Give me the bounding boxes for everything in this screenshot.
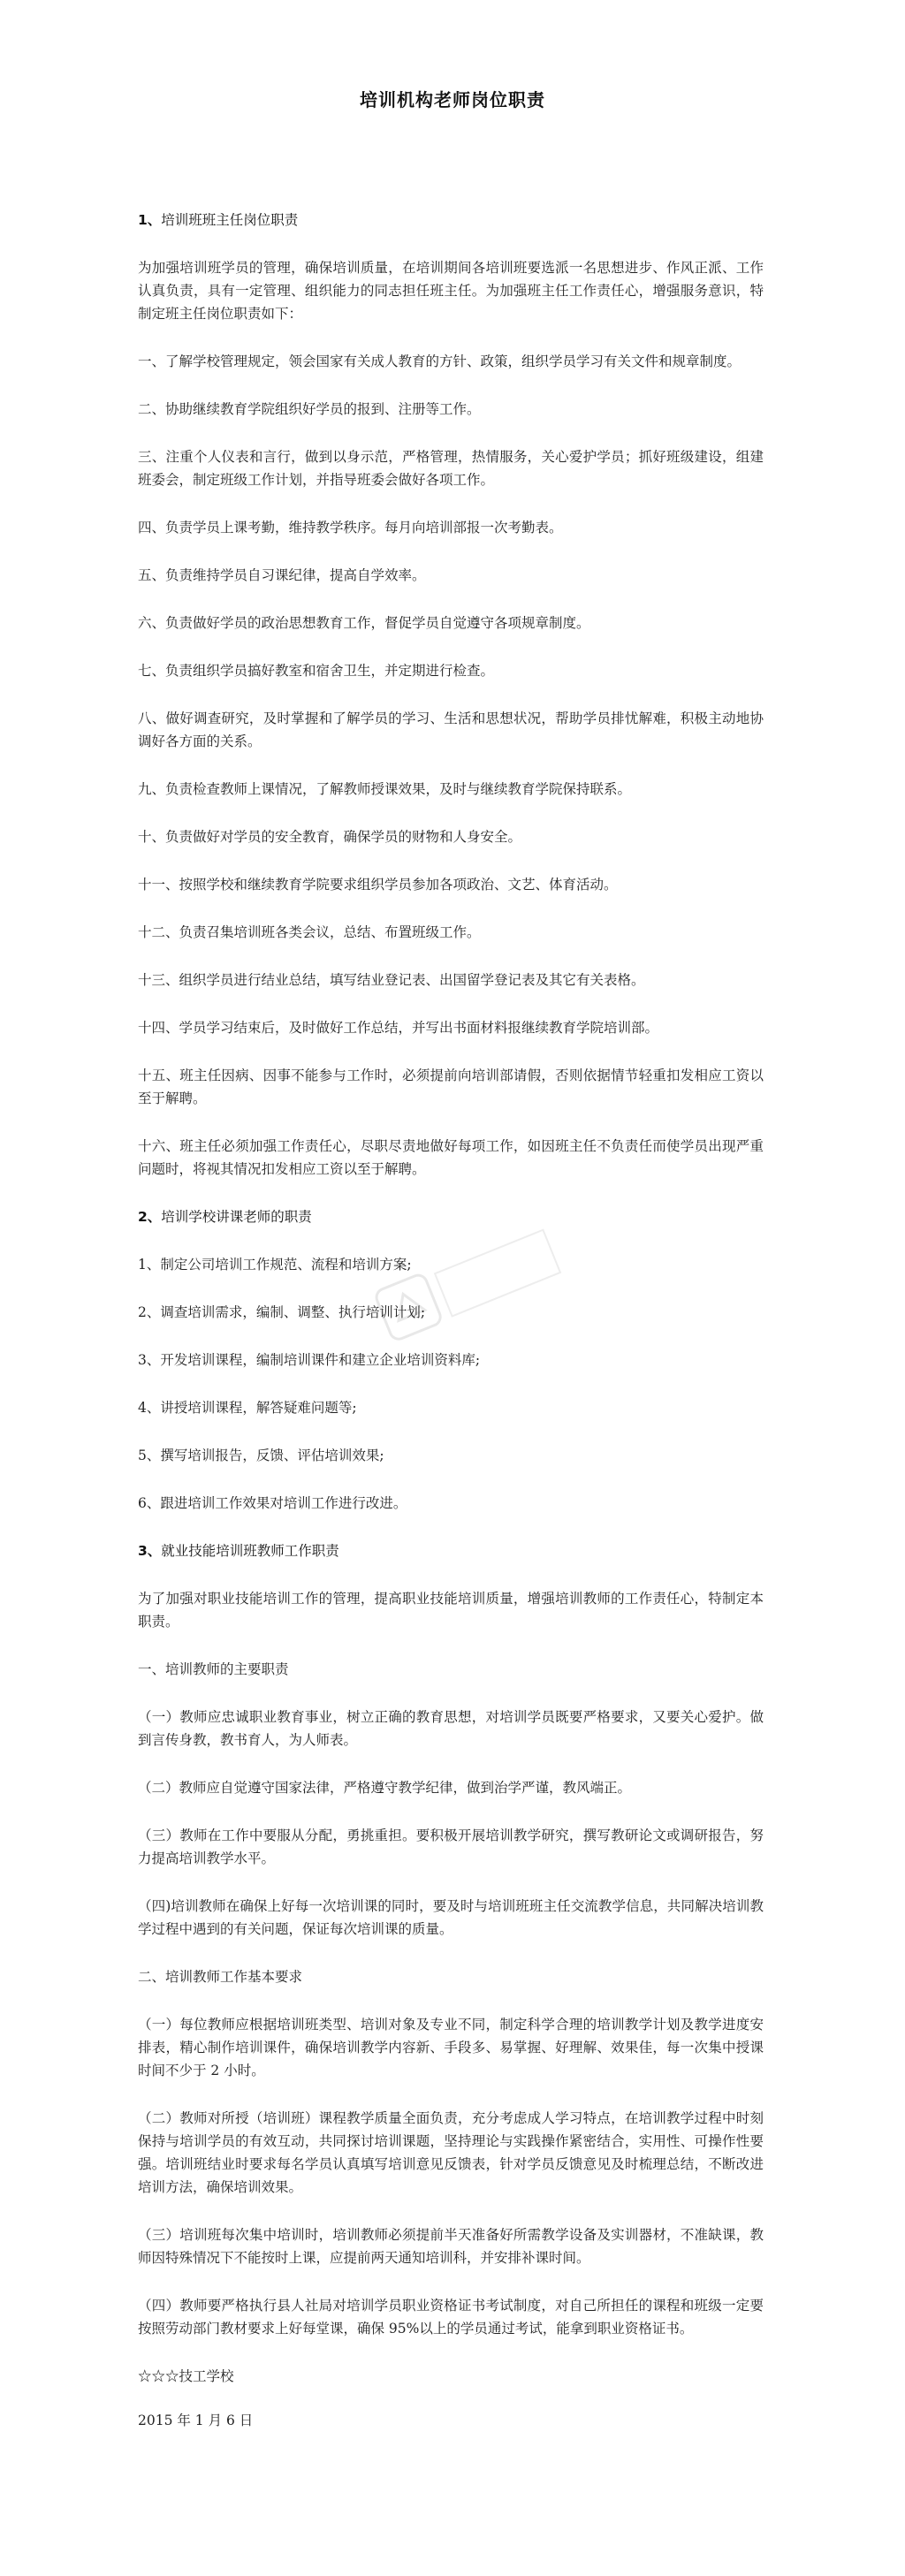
duty-item: 十五、班主任因病、因事不能参与工作时，必须提前向培训部请假，否则依据情节轻重扣发相应工资以至于解聘。 [138, 1068, 764, 1106]
duty-item: 九、负责检查教师上课情况，了解教师授课效果，及时与继续教育学院保持联系。 [138, 781, 632, 797]
section-3-heading [138, 1539, 764, 1562]
duty-item: 5、撰写培训报告，反馈、评估培训效果; [138, 1448, 384, 1463]
duty-item: 2、调查培训需求，编制、调整、执行培训计划; [138, 1304, 426, 1320]
duty-item: 五、负责维持学员自习课纪律，提高自学效率。 [138, 567, 426, 583]
document-title: 培训机构老师岗位职责 [360, 89, 545, 110]
subsection-1-title: 一、培训教师的主要职责 [138, 1661, 289, 1677]
duty-item: （一）每位教师应根据培训班类型、培训对象及专业不同，制定科学合理的培训教学计划及教学进度安排表，精心制作培训课件，确保培训教学内容新、手段多、易掌握、好理解、效果佳，每一次集中授课时间不少于 2 小时。 [138, 2017, 764, 2078]
section-2-heading [138, 1205, 764, 1228]
section-1-number: 1、 [138, 212, 162, 228]
duty-item: 4、讲授培训课程，解答疑难问题等; [138, 1400, 357, 1416]
duty-item: 3、开发培训课程，编制培训课件和建立企业培训资料库; [138, 1352, 481, 1368]
section-1-intro: 为加强培训班学员的管理，确保培训质量，在培训期间各培训班要选派一名思想进步、作风正派、工作认真负责，具有一定管理、组织能力的同志担任班主任。为加强班主任工作责任心，增强服务意识，特制定班主任岗位职责如下： [138, 260, 764, 322]
section-2-title: 培训学校讲课老师的职责 [161, 1209, 312, 1225]
duty-item: （一）教师应忠诚职业教育事业，树立正确的教育思想，对培训学员既要严格要求，又要关心爱护。做到言传身教，教书育人，为人师表。 [138, 1709, 764, 1748]
duty-item: （四)培训教师在确保上好每一次培训课的同时，要及时与培训班班主任交流教学信息，共同解决培训教学过程中遇到的有关问题，保证每次培训课的质量。 [138, 1898, 764, 1937]
duty-item: 十六、班主任必须加强工作责任心，尽职尽责地做好每项工作，如因班主任不负责任而使学员出现严重问题时，将视其情况扣发相应工资以至于解聘。 [138, 1138, 764, 1177]
duty-item: 四、负责学员上课考勤，维持教学秩序。每月向培训部报一次考勤表。 [138, 520, 563, 536]
duty-item: 一、了解学校管理规定，领会国家有关成人教育的方针、政策，组织学员学习有关文件和规章制度。 [138, 353, 741, 369]
section-3-intro: 为了加强对职业技能培训工作的管理，提高职业技能培训质量，增强培训教师的工作责任心，特制定本职责。 [138, 1591, 764, 1630]
duty-item: 6、跟进培训工作效果对培训工作进行改进。 [138, 1495, 407, 1511]
subsection-2-title: 二、培训教师工作基本要求 [138, 1969, 303, 1985]
duty-item: 七、负责组织学员搞好教室和宿舍卫生，并定期进行检查。 [138, 663, 495, 679]
signature-school: ☆☆☆技工学校 [138, 2368, 234, 2384]
document-body [138, 209, 764, 2453]
section-3-title: 就业技能培训班教师工作职责 [161, 1543, 339, 1559]
duty-item: 十四、学员学习结束后，及时做好工作总结，并写出书面材料报继续教育学院培训部。 [138, 1020, 659, 1036]
duty-item: （二）教师应自觉遵守国家法律，严格遵守教学纪律，做到治学严谨，教风端正。 [138, 1780, 632, 1796]
duty-item: （四）教师要严格执行县人社局对培训学员职业资格证书考试制度，对自己所担任的课程和班级一定要按照劳动部门教材要求上好每堂课，确保 95%以上的学员通过考试，能拿到职业资格证书。 [138, 2298, 764, 2337]
duty-item: 1、制定公司培训工作规范、流程和培训方案; [138, 1257, 412, 1273]
duty-item: 十三、组织学员进行结业总结，填写结业登记表、出国留学登记表及其它有关表格。 [138, 972, 645, 988]
duty-item: （三）培训班每次集中培训时，培训教师必须提前半天准备好所需教学设备及实训器材，不准缺课，教师因特殊情况下不能按时上课，应提前两天通知培训科，并安排补课时间。 [138, 2227, 764, 2266]
section-1-heading [138, 209, 764, 232]
duty-item: 二、协助继续教育学院组织好学员的报到、注册等工作。 [138, 401, 481, 417]
duty-item: （三）教师在工作中要服从分配，勇挑重担。要积极开展培训教学研究，撰写教研论文或调研报告，努力提高培训教学水平。 [138, 1828, 764, 1866]
signature-date: 2015 年 1 月 6 日 [138, 2413, 254, 2428]
section-1-title: 培训班班主任岗位职责 [161, 212, 299, 228]
duty-item: 十、负责做好对学员的安全教育，确保学员的财物和人身安全。 [138, 829, 522, 845]
duty-item: 十一、按照学校和继续教育学院要求组织学员参加各项政治、文艺、体育活动。 [138, 877, 618, 893]
section-2-number: 2、 [138, 1209, 162, 1225]
section-3-number: 3、 [138, 1543, 162, 1559]
duty-item: 三、注重个人仪表和言行，做到以身示范，严格管理，热情服务，关心爱护学员；抓好班级建设，组建班委会，制定班级工作计划，并指导班委会做好各项工作。 [138, 449, 764, 488]
duty-item: 八、做好调查研究，及时掌握和了解学员的学习、生活和思想状况，帮助学员排忧解难，积极主动地协调好各方面的关系。 [138, 710, 764, 749]
duty-item: （二）教师对所授（培训班）课程教学质量全面负责，充分考虑成人学习特点，在培训教学过程中时刻保持与培训学员的有效互动，共同探讨培训课题，坚持理论与实践操作紧密结合，实用性、可操作性要强。培训班结业时要求每名学员认真填写培训意见反馈表，针对学员反馈意见及时梳理总结，不断改进培训方法，确保培训效果。 [138, 2110, 764, 2195]
duty-item: 十二、负责召集培训班各类会议，总结、布置班级工作。 [138, 924, 481, 940]
duty-item: 六、负责做好学员的政治思想教育工作，督促学员自觉遵守各项规章制度。 [138, 615, 590, 631]
